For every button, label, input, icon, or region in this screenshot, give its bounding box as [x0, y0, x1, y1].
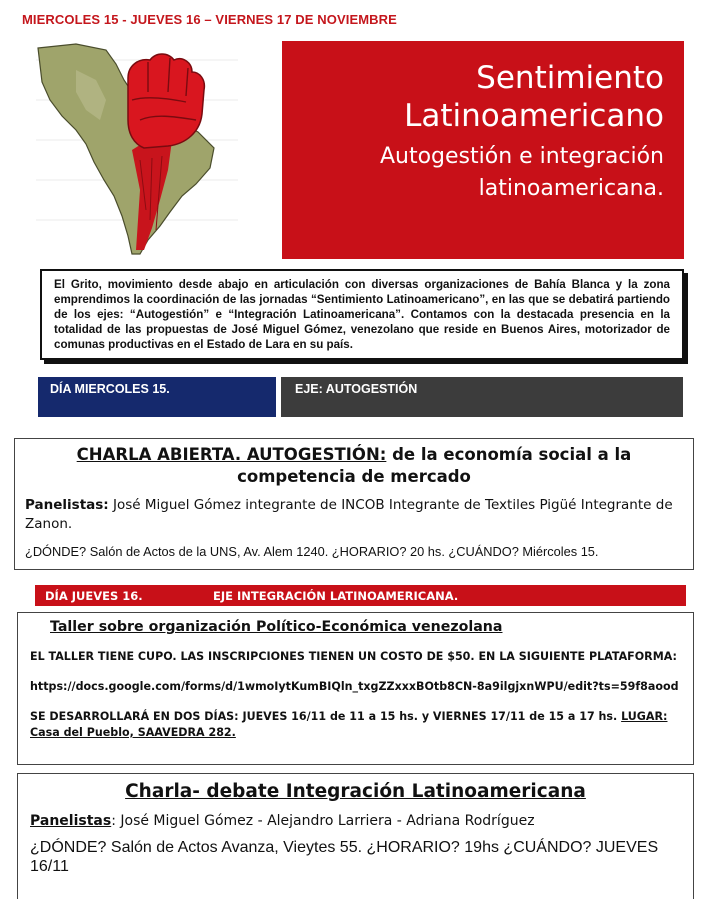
- charla-debate-box: [17, 773, 694, 899]
- day-2-bar: [35, 585, 686, 606]
- subtitle-line-1: Autogestión e integración: [379, 144, 664, 169]
- taller-place: LUGAR: Casa del Pueblo, SAAVEDRA 282.: [30, 710, 668, 739]
- taller-cupo: EL TALLER TIENE CUPO. LAS INSCRIPCIONES TIENEN UN COSTO DE $50. EN LA SIGUIENTE PLATAFORMA:: [30, 650, 677, 663]
- panelists-text: José Miguel Gómez integrante de INCOB Integrante de Textiles Pigüé Integrante de Zanon.: [25, 497, 673, 532]
- panelists-label-2: Panelistas: [30, 813, 112, 829]
- charla-debate-where: ¿DÓNDE? Salón de Actos Avanza, Vieytes 55. ¿HORARIO? 19hs ¿CUÁNDO? JUEVES 16/11: [30, 839, 659, 875]
- day-2-label: DÍA JUEVES 16.: [45, 589, 143, 603]
- event-dates: MIERCOLES 15 - JUEVES 16 – VIERNES 17 DE NOVIEMBRE: [22, 12, 397, 27]
- subtitle-line-2: latinoamericana.: [478, 176, 664, 201]
- taller-box: [17, 612, 694, 765]
- title-line-1: Sentimiento: [476, 60, 664, 96]
- taller-title: Taller sobre organización Político-Económica venezolana: [50, 619, 503, 635]
- charla-abierta-title-rest: de la economía social a la competencia de mercado: [237, 445, 632, 486]
- panelists-text-2: : José Miguel Gómez - Alejandro Larriera - Adriana Rodríguez: [111, 813, 535, 829]
- charla-abierta-panelists: [25, 496, 683, 534]
- charla-abierta-box: [14, 438, 694, 570]
- charla-abierta-title: [25, 444, 683, 488]
- taller-registration-url[interactable]: https://docs.google.com/forms/d/1wmoIytKumBIQln_txgZZxxxBOtb8CN-8a9ilgjxnWPU/edit?ts=59f8aood: [30, 680, 679, 693]
- charla-debate-panelists: [30, 813, 681, 829]
- charla-abierta-title-underlined: CHARLA ABIERTA. AUTOGESTIÓN:: [76, 445, 387, 464]
- title-banner: [282, 41, 684, 259]
- charla-abierta-where: ¿DÓNDE? Salón de Actos de la UNS, Av. Alem 1240. ¿HORARIO? 20 hs. ¿CUÁNDO? Miércoles 15.: [25, 544, 599, 559]
- raised-fist-latin-america-map-icon: [36, 40, 238, 258]
- intro-paragraph: El Grito, movimiento desde abajo en articulación con diversas organizaciones de Bahía Blanca y la zona emprendimos la coordinación de las jornadas “Sentimiento Latinoamericano”, en las que se debatirá partiendo de los ejes: “Autogestión” e “Integración Latinoamericana”. Contamos con la destacada presencia en la totalidad de las propuestas de José Miguel Gómez, venezolano que reside en Buenos Aires, motorizador de comunas productivas en el Estado de Lara en su país.: [40, 269, 684, 360]
- day-1-axis-label: EJE: AUTOGESTIÓN: [281, 377, 683, 417]
- day-1-label: DÍA MIERCOLES 15.: [38, 377, 276, 417]
- title-line-2: Latinoamericano: [404, 98, 664, 134]
- charla-debate-title: Charla- debate Integración Latinoamericana: [125, 781, 586, 802]
- taller-schedule: [30, 709, 681, 741]
- panelists-label: Panelistas:: [25, 497, 109, 513]
- taller-schedule-text: SE DESARROLLARÁ EN DOS DÍAS: JUEVES 16/11 de 11 a 15 hs. y VIERNES 17/11 de 15 a 17 hs.: [30, 710, 622, 723]
- day-2-axis-label: EJE INTEGRACIÓN LATINOAMERICANA.: [213, 589, 459, 603]
